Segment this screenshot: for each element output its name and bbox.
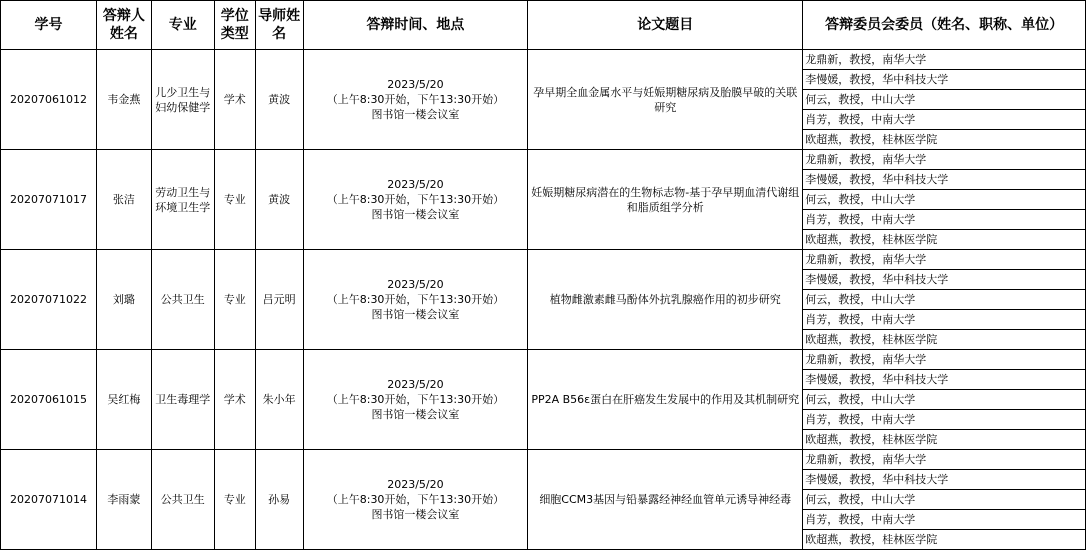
- header-advisor: 导师姓名: [255, 1, 303, 50]
- header-name: 答辩人姓名: [96, 1, 151, 50]
- committee-member: 欧超燕，教授，桂林医学院: [803, 330, 1086, 350]
- degree-type: 学术: [214, 350, 255, 450]
- committee-member: 龙鼎新，教授，南华大学: [803, 250, 1086, 270]
- defense-time: （上午8:30开始，下午13:30开始）: [326, 193, 505, 206]
- committee-member: 肖芳，教授，中南大学: [803, 310, 1086, 330]
- table-row: [1, 450, 1086, 470]
- student-id: 20207071014: [1, 450, 97, 550]
- advisor-name: 黄波: [255, 150, 303, 250]
- committee-member: 龙鼎新，教授，南华大学: [803, 150, 1086, 170]
- defense-date: 2023/5/20: [387, 178, 444, 191]
- defense-time: （上午8:30开始，下午13:30开始）: [326, 93, 505, 106]
- defense-date: 2023/5/20: [387, 378, 444, 391]
- major: 公共卫生: [151, 450, 214, 550]
- header-committee: 答辩委员会委员（姓名、职称、单位）: [803, 1, 1086, 50]
- major: 儿少卫生与妇幼保健学: [151, 50, 214, 150]
- advisor-name: 黄波: [255, 50, 303, 150]
- committee-member: 肖芳，教授，中南大学: [803, 110, 1086, 130]
- committee-member: 李慢媛，教授，华中科技大学: [803, 70, 1086, 90]
- defense-place: 图书馆一楼会议室: [371, 308, 460, 321]
- defense-time-place: [303, 450, 528, 550]
- committee-member: 何云，教授，中山大学: [803, 390, 1086, 410]
- committee-member: 龙鼎新，教授，南华大学: [803, 50, 1086, 70]
- committee-member: 李慢媛，教授，华中科技大学: [803, 370, 1086, 390]
- student-id: 20207061015: [1, 350, 97, 450]
- committee-member: 李慢媛，教授，华中科技大学: [803, 170, 1086, 190]
- table-row: [1, 250, 1086, 270]
- committee-member: 肖芳，教授，中南大学: [803, 510, 1086, 530]
- student-name: 刘璐: [96, 250, 151, 350]
- header-degree: 学位类型: [214, 1, 255, 50]
- advisor-name: 朱小年: [255, 350, 303, 450]
- committee-member: 欧超燕，教授，桂林医学院: [803, 430, 1086, 450]
- major: 公共卫生: [151, 250, 214, 350]
- committee-member: 何云，教授，中山大学: [803, 490, 1086, 510]
- degree-type: 专业: [214, 250, 255, 350]
- student-name: 张洁: [96, 150, 151, 250]
- defense-time-place: [303, 350, 528, 450]
- committee-member: 欧超燕，教授，桂林医学院: [803, 130, 1086, 150]
- defense-place: 图书馆一楼会议室: [371, 508, 460, 521]
- defense-time-place: [303, 250, 528, 350]
- committee-member: 李慢媛，教授，华中科技大学: [803, 270, 1086, 290]
- thesis-title: 孕早期全血金属水平与妊娠期糖尿病及胎膜早破的关联研究: [528, 50, 803, 150]
- student-name: 李雨蒙: [96, 450, 151, 550]
- defense-time: （上午8:30开始，下午13:30开始）: [326, 393, 505, 406]
- degree-type: 学术: [214, 50, 255, 150]
- committee-member: 李慢媛，教授，华中科技大学: [803, 470, 1086, 490]
- degree-type: 专业: [214, 150, 255, 250]
- header-id: 学号: [1, 1, 97, 50]
- student-id: 20207061012: [1, 50, 97, 150]
- defense-date: 2023/5/20: [387, 478, 444, 491]
- advisor-name: 孙易: [255, 450, 303, 550]
- defense-place: 图书馆一楼会议室: [371, 408, 460, 421]
- major: 劳动卫生与环境卫生学: [151, 150, 214, 250]
- defense-time: （上午8:30开始，下午13:30开始）: [326, 293, 505, 306]
- table-row: [1, 50, 1086, 70]
- student-name: 韦金燕: [96, 50, 151, 150]
- defense-place: 图书馆一楼会议室: [371, 108, 460, 121]
- student-name: 吴红梅: [96, 350, 151, 450]
- student-id: 20207071022: [1, 250, 97, 350]
- defense-time-place: [303, 150, 528, 250]
- defense-time-place: [303, 50, 528, 150]
- table-body: [1, 50, 1086, 550]
- thesis-title: 植物雌激素雌马酚体外抗乳腺癌作用的初步研究: [528, 250, 803, 350]
- header-row: [1, 1, 1086, 50]
- major: 卫生毒理学: [151, 350, 214, 450]
- committee-member: 龙鼎新，教授，南华大学: [803, 350, 1086, 370]
- committee-member: 肖芳，教授，中南大学: [803, 210, 1086, 230]
- thesis-title: 细胞CCM3基因与铅暴露经神经血管单元诱导神经毒: [528, 450, 803, 550]
- committee-member: 何云，教授，中山大学: [803, 190, 1086, 210]
- committee-member: 欧超燕，教授，桂林医学院: [803, 230, 1086, 250]
- table-row: [1, 150, 1086, 170]
- committee-member: 何云，教授，中山大学: [803, 290, 1086, 310]
- header-time-place: 答辩时间、地点: [303, 1, 528, 50]
- table-row: [1, 350, 1086, 370]
- thesis-title: 妊娠期糖尿病潜在的生物标志物-基于孕早期血清代谢组和脂质组学分析: [528, 150, 803, 250]
- degree-type: 专业: [214, 450, 255, 550]
- committee-member: 龙鼎新，教授，南华大学: [803, 450, 1086, 470]
- header-major: 专业: [151, 1, 214, 50]
- defense-date: 2023/5/20: [387, 278, 444, 291]
- student-id: 20207071017: [1, 150, 97, 250]
- committee-member: 欧超燕，教授，桂林医学院: [803, 530, 1086, 550]
- thesis-title: PP2A B56ε蛋白在肝癌发生发展中的作用及其机制研究: [528, 350, 803, 450]
- header-thesis: 论文题目: [528, 1, 803, 50]
- committee-member: 肖芳，教授，中南大学: [803, 410, 1086, 430]
- committee-member: 何云，教授，中山大学: [803, 90, 1086, 110]
- defense-place: 图书馆一楼会议室: [371, 208, 460, 221]
- defense-date: 2023/5/20: [387, 78, 444, 91]
- advisor-name: 吕元明: [255, 250, 303, 350]
- defense-time: （上午8:30开始，下午13:30开始）: [326, 493, 505, 506]
